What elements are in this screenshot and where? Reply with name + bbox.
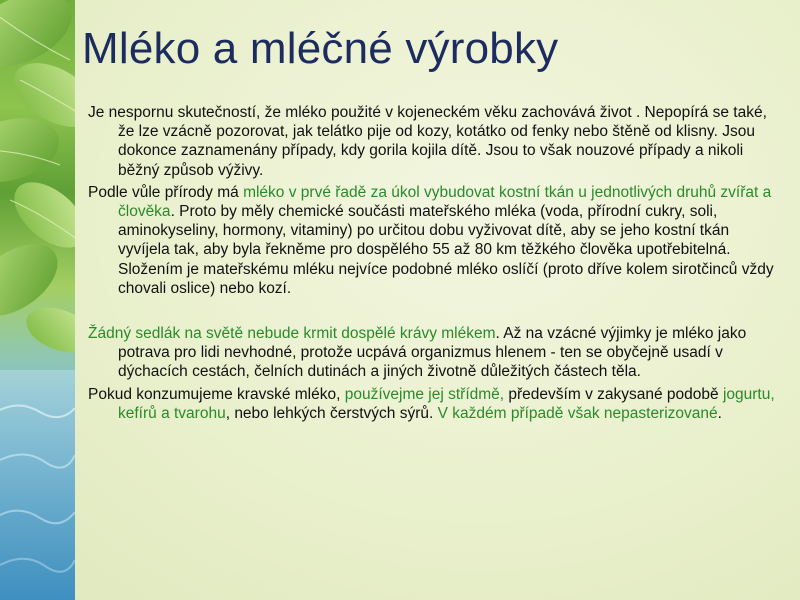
highlighted-text: používejme jej střídmě, (344, 385, 505, 403)
highlighted-text: V každém případě však nepasterizované (437, 404, 718, 422)
paragraph-text: Je nespornu skutečností, že mléko použité v kojeneckém věku zachovává život . Nepopírá se také, že lze vzácně pozorovat, jak telátko pije od kozy, kotátko od fenky nebo štěně od klisny. Jsou dokonce zaznamenány případy, kdy gorila kojila dítě. Jsou to však nouzové případy a nikoli běžný způsob výživy. (88, 104, 767, 179)
body-paragraph (88, 324, 778, 382)
paragraph-text: . Proto by měly chemické součásti mateřského mléka (voda, přírodní cukry, soli, aminokyseliny, hormony, vitaminy) po určitou dobu vyživovat dítě, aby se jeho kostní tkán vyvíjela tak, aby byla řekněme pro dospělého 55 až 80 km těžkého člověka upotřebitelná. Složením je mateřskému mléku nejvíce podobné mléko oslíčí (proto dříve kolem sirotčinců vždy chovali oslice) nebo kozí. (118, 203, 774, 297)
highlighted-text: mléko v prvé řadě za úkol vybudovat kostní tkán u jednotlivých druhů zvířat a člověka (118, 183, 772, 221)
slide-title: Mléko a mléčné výrobky (82, 24, 559, 73)
paragraph-text: Pokud konzumujeme kravské mléko, (88, 385, 345, 403)
paragraph-text: . (717, 404, 722, 422)
leaf-illustration (0, 0, 75, 600)
paragraph-text: . Až na vzácné výjimky je mléko jako potrava pro lidi nevhodné, protože ucpává organizmus hlenem - ten se obyčejně usadí v dýchacích cestách, čelních dutinách a jiných životně důležitých částech těla. (118, 325, 747, 381)
highlighted-text: Žádný sedlák na světě nebude krmit dospělé krávy mlékem (88, 325, 496, 343)
body-paragraph (88, 183, 778, 298)
body-paragraph (88, 103, 778, 180)
paragraph-text: Podle vůle přírody má (88, 183, 244, 201)
slide-body (88, 103, 778, 426)
leaves-water-decoration (0, 0, 75, 600)
body-paragraph (88, 385, 778, 423)
paragraph-text: , nebo lehkých čerstvých sýrů. (225, 404, 438, 422)
highlighted-text: jogurtu, kefírů a tvarohu (118, 385, 775, 422)
paragraph-text: především v zakysané podobě (504, 385, 723, 403)
